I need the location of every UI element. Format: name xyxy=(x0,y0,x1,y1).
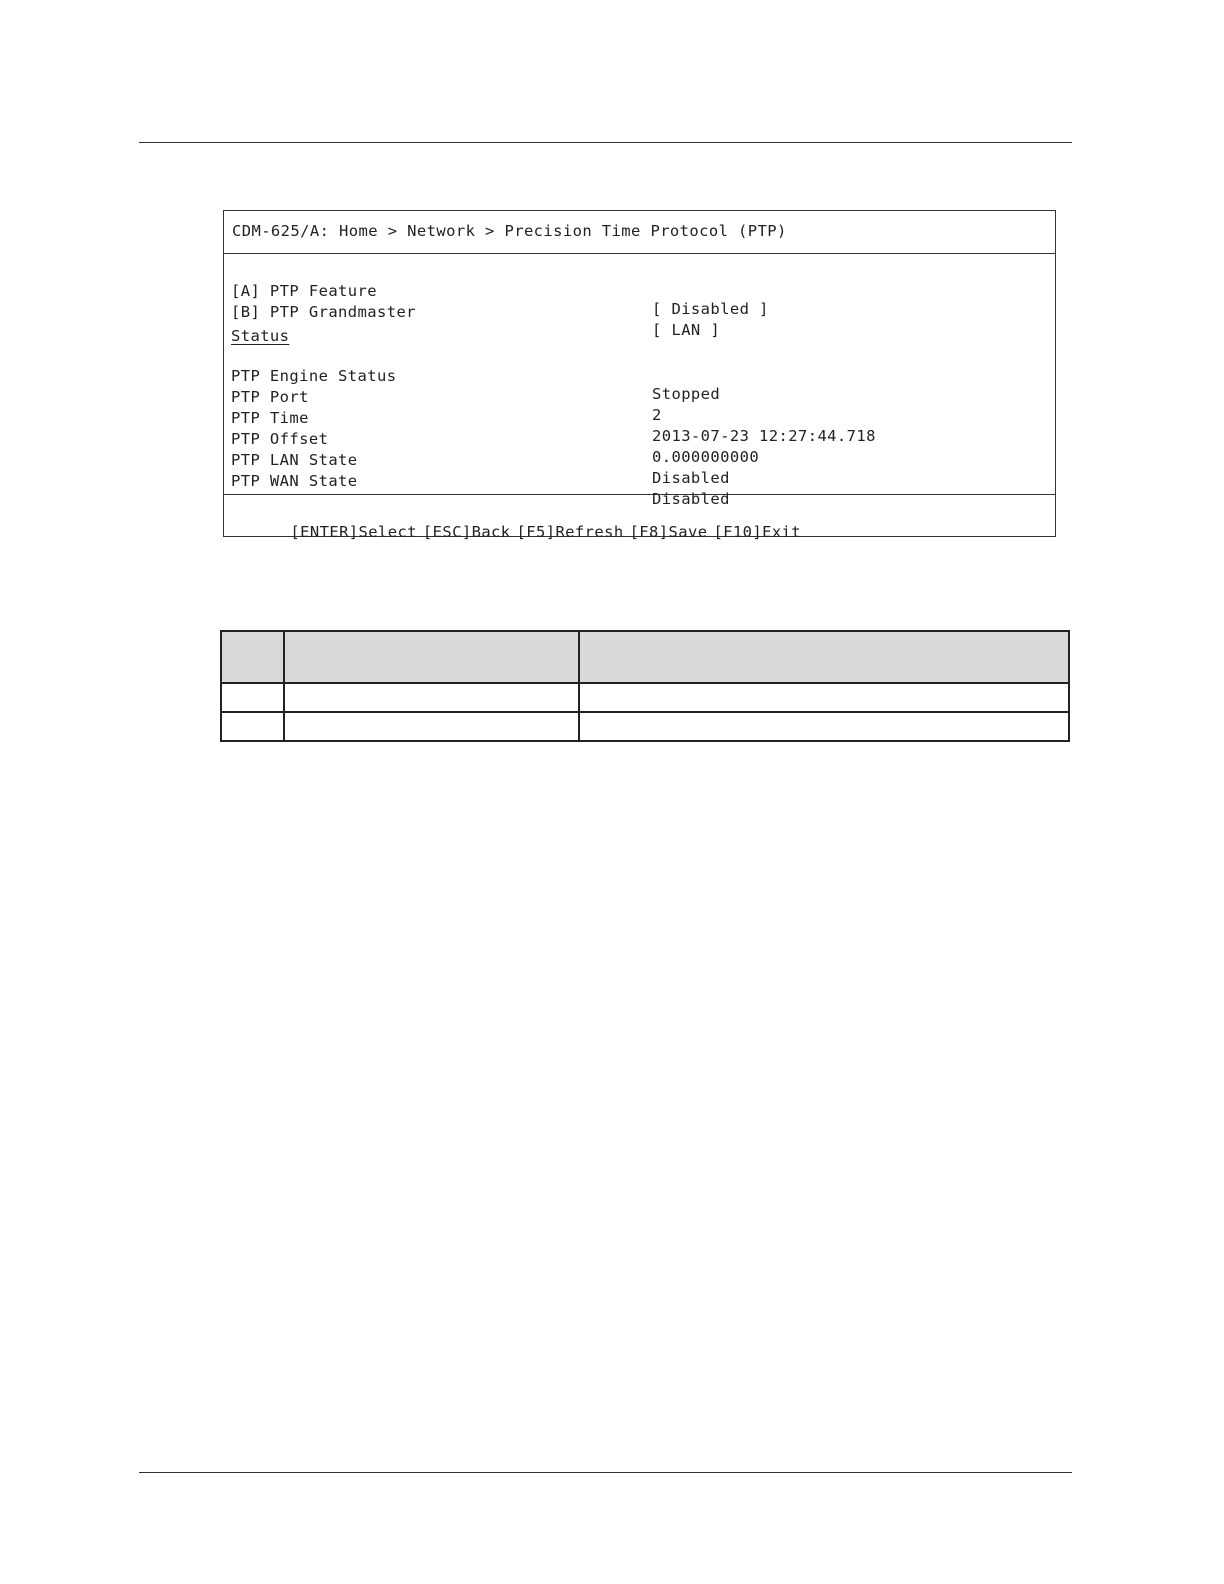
table-cell xyxy=(284,712,579,741)
status-value: 2 xyxy=(652,406,662,424)
table-header-row xyxy=(221,631,1069,683)
f5-refresh-key[interactable]: [F5]Refresh xyxy=(516,523,624,541)
table-cell xyxy=(579,712,1069,741)
table-cell xyxy=(221,683,284,712)
menu-item-label: [A] PTP Feature xyxy=(231,282,377,300)
status-value: 0.000000000 xyxy=(652,448,760,466)
table-header-cell xyxy=(221,631,284,683)
esc-back-key[interactable]: [ESC]Back xyxy=(422,523,511,541)
terminal-footer xyxy=(224,494,1055,541)
table-header-cell xyxy=(579,631,1069,683)
ptp-grandmaster-value[interactable]: [ LAN ] xyxy=(652,321,721,339)
status-value: Disabled xyxy=(652,490,730,508)
terminal-header xyxy=(224,211,1055,254)
status-label: PTP Time xyxy=(231,409,309,427)
status-label: PTP Offset xyxy=(231,430,329,448)
function-key-bar xyxy=(232,505,807,559)
f10-exit-key[interactable]: [F10]Exit xyxy=(713,523,802,541)
ptp-terminal-screen xyxy=(223,210,1056,541)
table-row xyxy=(221,683,1069,712)
header-rule xyxy=(139,142,1072,143)
status-row-wan-state xyxy=(231,454,1055,508)
table-row xyxy=(221,712,1069,741)
table-cell xyxy=(579,683,1069,712)
breadcrumb: CDM-625/A: Home > Network > Precision Time Protocol (PTP) xyxy=(232,222,787,240)
status-value: 2013-07-23 12:27:44.718 xyxy=(652,427,876,445)
table-cell xyxy=(221,712,284,741)
status-label: PTP WAN State xyxy=(231,472,358,490)
description-table xyxy=(220,630,1070,742)
status-label: PTP Port xyxy=(231,388,309,406)
status-value: Disabled xyxy=(652,469,730,487)
status-label: PTP LAN State xyxy=(231,451,358,469)
menu-item-label: [B] PTP Grandmaster xyxy=(231,303,416,321)
ptp-feature-value[interactable]: [ Disabled ] xyxy=(652,300,769,318)
f8-save-key[interactable]: [F8]Save xyxy=(629,523,708,541)
status-value: Stopped xyxy=(652,385,721,403)
status-label: PTP Engine Status xyxy=(231,367,397,385)
footer-rule xyxy=(139,1472,1072,1473)
table-cell xyxy=(284,683,579,712)
enter-select-key[interactable]: [ENTER]Select xyxy=(290,523,417,541)
status-heading: Status xyxy=(231,327,290,345)
table-header-cell xyxy=(284,631,579,683)
